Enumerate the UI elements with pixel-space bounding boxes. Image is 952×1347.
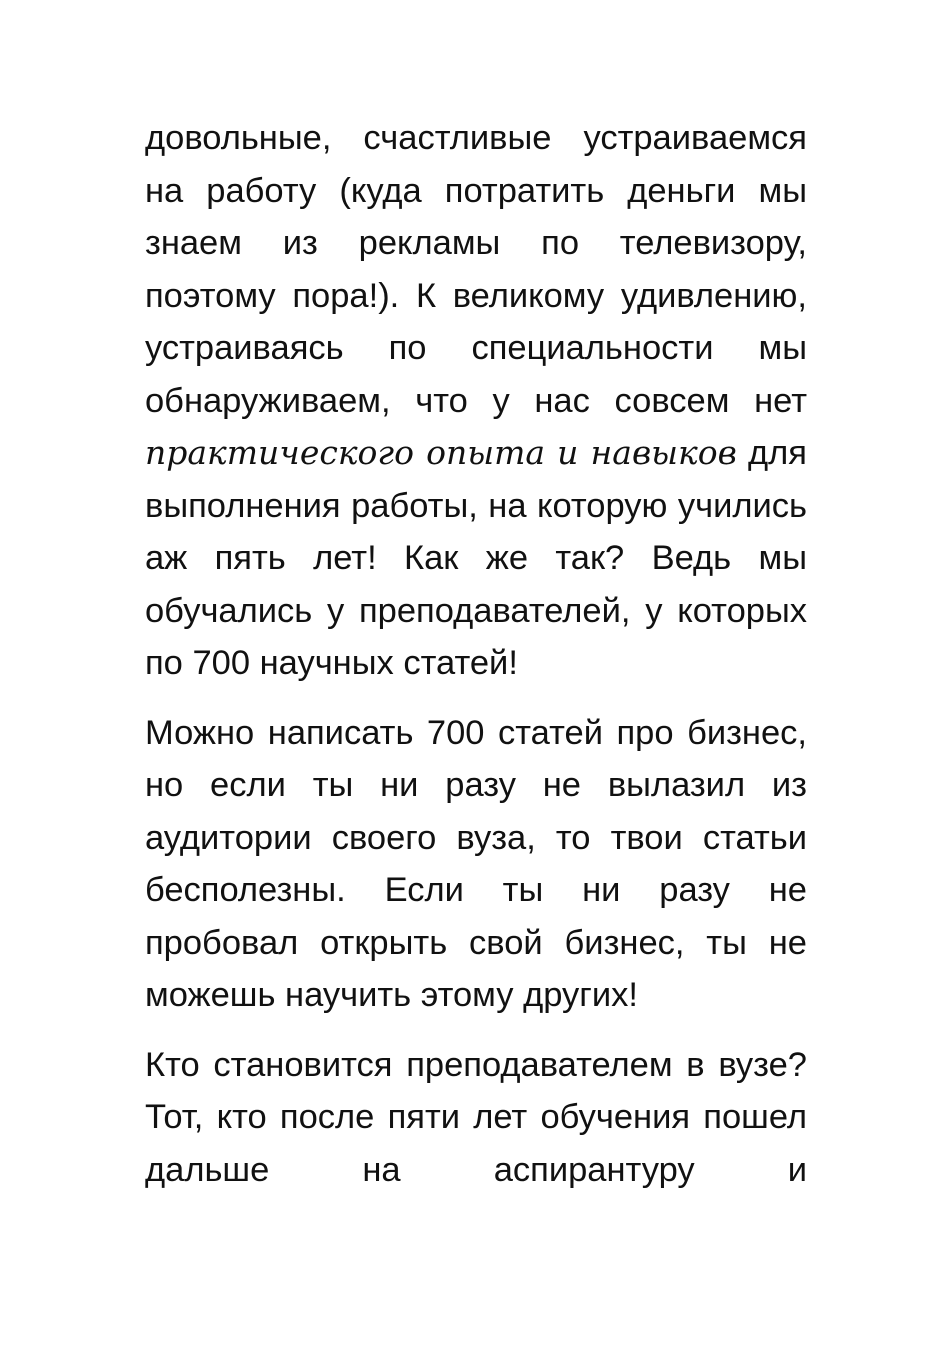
paragraph-1-italic-phrase: практического опыта и навыков [145,433,737,472]
paragraph-2 [145,707,807,1022]
paragraph-1 [145,112,807,690]
paragraph-3-text: Кто становится преподавателем в вузе? Тот, кто после пяти лет обучения пошел дальше на аспирантуру и [145,1045,807,1189]
paragraph-1-text-start: довольные, счастливые устраиваемся на работу (куда потратить деньги мы знаем из рекламы по телевизору, поэтому пора!). К великому удивлению, устраиваясь по специальности мы обнаруживаем, что у нас совсем нет [145,119,807,420]
paragraph-3 [145,1039,807,1197]
paragraph-2-text: Можно написать 700 статей про бизнес, но если ты ни разу не вылазил из аудитории своего вуза, то твои статьи бесполезны. Если ты ни разу не пробовал открыть свой бизнес, ты не можешь научить этому других! [145,713,807,1014]
document-page [145,112,807,1213]
paragraph-1-text-end: для выполнения работы, на которую учились аж пять лет! Как же так? Ведь мы обучались у преподавателей, у которых по 700 научных статей! [145,434,807,682]
